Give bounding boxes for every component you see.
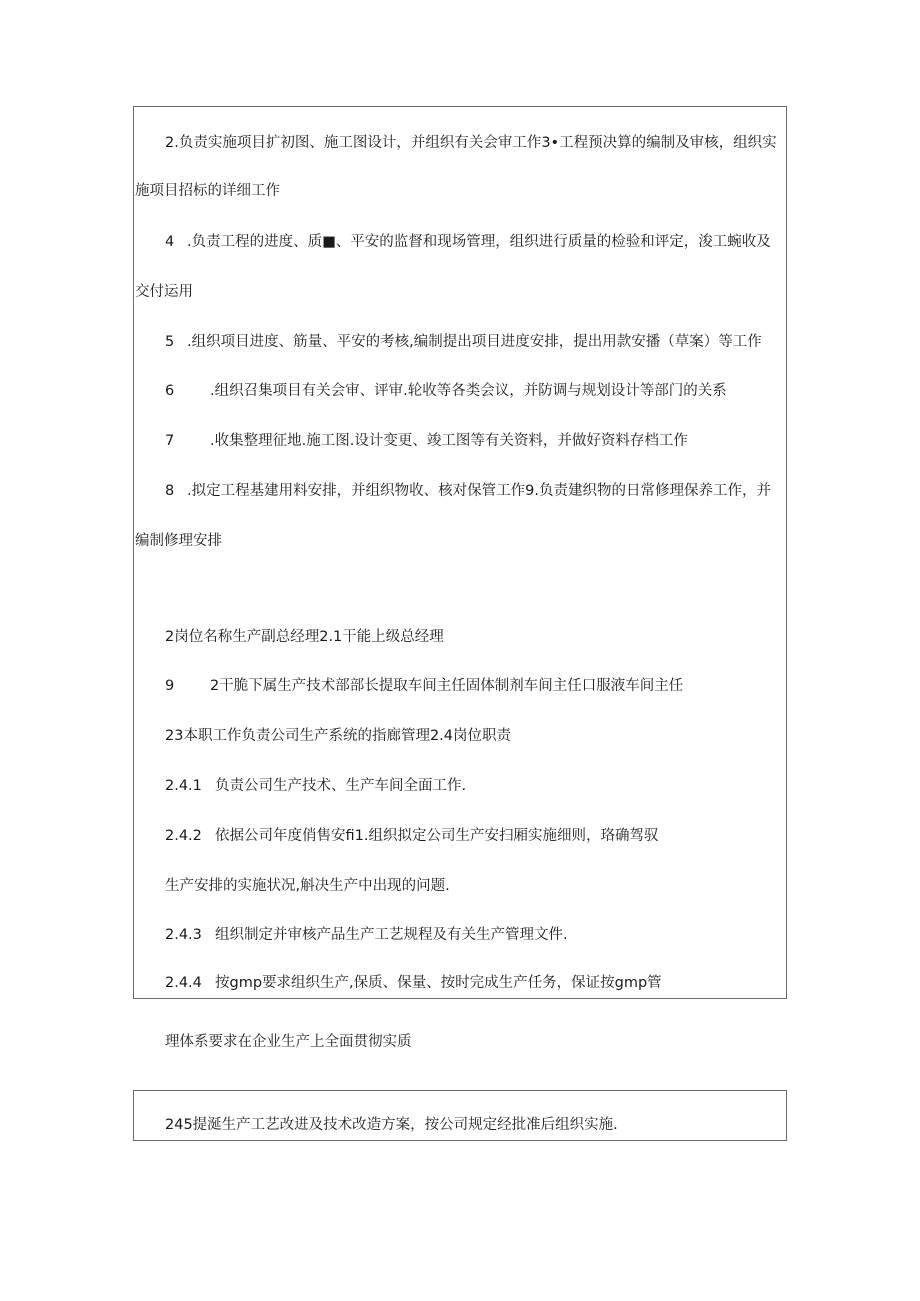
duty-line-8-cont: 编制修理安排: [135, 533, 222, 549]
duty-number-8: 8: [165, 483, 175, 499]
duty-line-8: .拟定工程基建用料安排，并组织物收、核对保管工作9.负责建织物的日常修理保养工作，并: [187, 483, 771, 499]
duty-number-2-4-4: 2.4.4: [165, 975, 202, 991]
duty-line-2-4-4: 按gmp要求组织生产,保质、保量、按时完成生产任务，保证按gmp管: [215, 975, 662, 991]
duty-line-6: .组织召集项目有关会审、评审.轮收等各类会议，并防调与规划设计等部门的关系: [210, 383, 727, 399]
duty-line-2-4-2: 依据公司年度俏售安fi1.组织拟定公司生产安扫厢实施细则，珞确驾驭: [215, 828, 659, 844]
duty-line-2-4-2-cont: 生产安排的实施状况,斛决生产中出现的问题.: [165, 878, 450, 894]
duty-number-7: 7: [165, 433, 175, 449]
duty-number-2-4-3: 2.4.3: [165, 927, 202, 943]
subordinate-line: 2干脆下属生产技术部部长提取车间主任固体制剂车间主任口服液车间主任: [210, 678, 684, 694]
duty-line-4-cont: 交付运用: [135, 284, 193, 300]
duty-line-2-4-1: 负责公司生产技术、生产车间全面工作.: [215, 778, 467, 794]
duty-line-7: .收集整理征地.施工图.设计变更、竣工图等有关资料，并做好资料存档工作: [210, 433, 688, 449]
duty-number-5: 5: [165, 334, 175, 350]
duty-number-4: 4: [165, 234, 175, 250]
duty-line-2-4-4-cont: 理体系要求在企业生产上全面贯彻实质: [165, 1034, 412, 1050]
duty-number-6: 6: [165, 383, 175, 399]
duty-line-4: .负责工程的进度、质■、平安的监督和现场管理，组织进行质量的检验和评定，浚工蜿收及: [187, 234, 771, 250]
duty-number-2-4-2: 2.4.2: [165, 828, 202, 844]
duty-number-2-4-1: 2.4.1: [165, 778, 202, 794]
duty-line-2-4-5: 245提涎生产工艺改进及技术改造方案，按公司规定经批准后组织实施.: [165, 1117, 618, 1133]
duty-line-5: .组织项目进度、筋量、平安的考核,编制提出项目进度安排，提出用款安播（草案）等工作: [187, 334, 762, 350]
position-name-line: 2岗位名称生产副总经理2.1干能上级总经理: [165, 629, 444, 645]
duty-line-2: 2.负责实施项目扩初图、施工图设计，并组织有关会审工作3•工程预决算的编制及审核，组织实: [165, 135, 777, 151]
subordinate-number: 9: [165, 678, 175, 694]
job-scope-line: 23本职工作负责公司生产系统的指廊管理2.4岗位职责: [165, 728, 512, 744]
duty-line-2-cont: 施项目招标的详细工作: [135, 183, 280, 199]
duty-line-2-4-3: 组织制定并审核产品生产工艺规程及有关生产管理文件.: [215, 927, 568, 943]
